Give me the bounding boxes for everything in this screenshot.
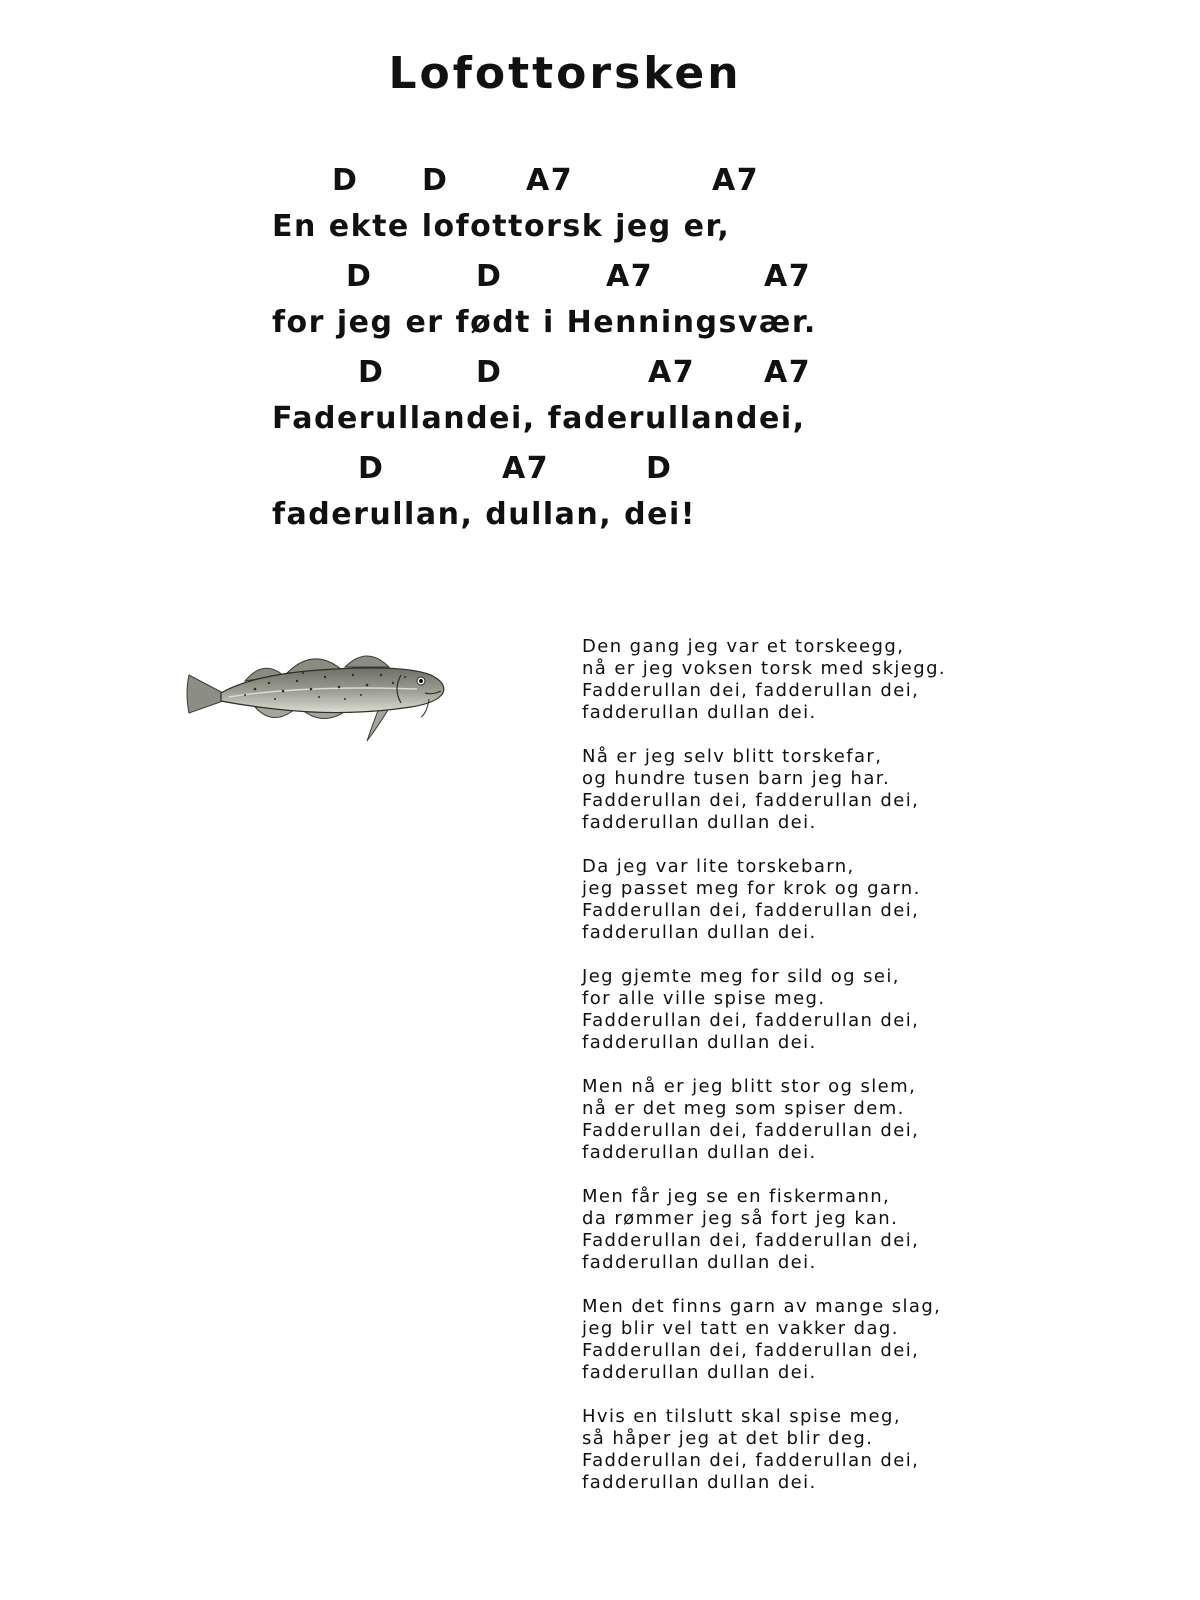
verse-line: Fadderullan dei, fadderullan dei, (582, 1120, 920, 1141)
verse (582, 1186, 1142, 1274)
chord-line (272, 251, 972, 298)
verse-line: fadderullan dullan dei. (582, 1472, 817, 1493)
verse-line: Fadderullan dei, fadderullan dei, (582, 790, 920, 811)
chord-line (272, 155, 972, 202)
verse-line: og hundre tusen barn jeg har. (582, 768, 891, 789)
verse (582, 856, 1142, 944)
chord: A7 (606, 259, 654, 294)
chord: D (422, 163, 449, 198)
chord: D (358, 451, 385, 486)
chord-line (272, 443, 972, 490)
verse (582, 1296, 1142, 1384)
chord-line (272, 347, 972, 394)
verse-line: fadderullan dullan dei. (582, 1142, 817, 1163)
verse-line: nå er det meg som spiser dem. (582, 1098, 905, 1119)
verse (582, 1076, 1142, 1164)
chord: D (476, 355, 503, 390)
chord: D (332, 163, 359, 198)
verse-line: fadderullan dullan dei. (582, 1362, 817, 1383)
verse-line: Nå er jeg selv blitt torskefar, (582, 746, 883, 767)
verse-line: Fadderullan dei, fadderullan dei, (582, 1450, 920, 1471)
verse-line: nå er jeg voksen torsk med skjegg. (582, 658, 947, 679)
chord: D (646, 451, 673, 486)
chord: A7 (712, 163, 760, 198)
verse-line: fadderullan dullan dei. (582, 1252, 817, 1273)
verse (582, 636, 1142, 724)
verse-line: Fadderullan dei, fadderullan dei, (582, 680, 920, 701)
verse-line: Men det finns garn av mange slag, (582, 1296, 942, 1317)
lyric-line: Faderullandei, faderullandei, (272, 401, 806, 436)
lyric-line: En ekte lofottorsk jeg er, (272, 209, 731, 244)
verse (582, 966, 1142, 1054)
song-title: Lofottorsken (388, 48, 742, 99)
verse-line: jeg passet meg for krok og garn. (582, 878, 921, 899)
cod-fish-icon (185, 645, 460, 750)
verse-line: Fadderullan dei, fadderullan dei, (582, 1340, 920, 1361)
verse-line: Fadderullan dei, fadderullan dei, (582, 1230, 920, 1251)
verse-line: Men nå er jeg blitt stor og slem, (582, 1076, 917, 1097)
verse-line: Da jeg var lite torskebarn, (582, 856, 855, 877)
verse-line: Den gang jeg var et torskeegg, (582, 636, 905, 657)
lyric-line: faderullan, dullan, dei! (272, 497, 696, 532)
chord: A7 (764, 259, 812, 294)
verse-line: da rømmer jeg så fort jeg kan. (582, 1208, 899, 1229)
chorus-with-chords (272, 155, 972, 539)
verse-line: jeg blir vel tatt en vakker dag. (582, 1318, 899, 1339)
verse-line: Hvis en tilslutt skal spise meg, (582, 1406, 901, 1427)
chord: D (346, 259, 373, 294)
verse-line: Men får jeg se en fiskermann, (582, 1186, 891, 1207)
verse-line: fadderullan dullan dei. (582, 922, 817, 943)
verse-line: Fadderullan dei, fadderullan dei, (582, 1010, 920, 1031)
verse-line: Fadderullan dei, fadderullan dei, (582, 900, 920, 921)
verse-line: for alle ville spise meg. (582, 988, 826, 1009)
verse-line: Jeg gjemte meg for sild og sei, (582, 966, 900, 987)
verse-line: fadderullan dullan dei. (582, 1032, 817, 1053)
verse (582, 1406, 1142, 1494)
chord: D (476, 259, 503, 294)
chord: D (358, 355, 385, 390)
lyric-line: for jeg er født i Henningsvær. (272, 305, 817, 340)
chord: A7 (764, 355, 812, 390)
verse-line: fadderullan dullan dei. (582, 812, 817, 833)
verse-line: fadderullan dullan dei. (582, 702, 817, 723)
verse (582, 746, 1142, 834)
chord: A7 (648, 355, 696, 390)
verses (582, 636, 1142, 1516)
chord: A7 (502, 451, 550, 486)
chord: A7 (526, 163, 574, 198)
verse-line: så håper jeg at det blir deg. (582, 1428, 874, 1449)
